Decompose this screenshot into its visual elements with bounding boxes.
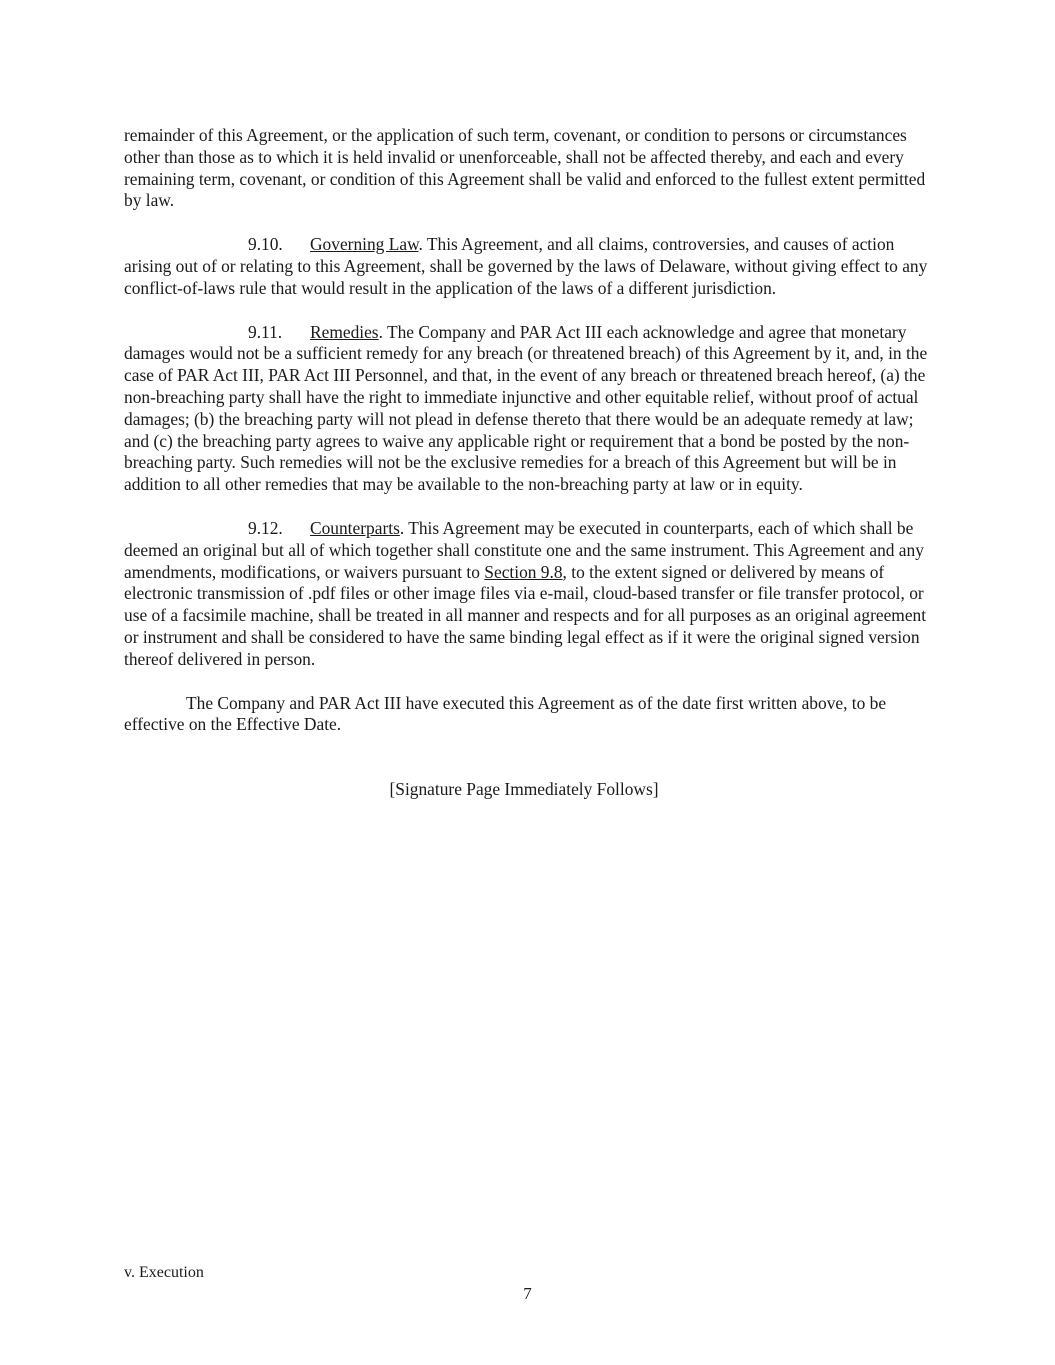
section-9-11 <box>124 322 936 496</box>
section-cross-reference: Section 9.8 <box>484 561 563 582</box>
document-body <box>124 125 936 801</box>
section-9-10 <box>124 234 936 299</box>
section-heading: Counterparts <box>310 517 400 538</box>
section-9-12 <box>124 518 936 671</box>
section-text-after-reference: , to the extent signed or delivered by means of electronic transmission of .pdf files or other image files via e-mail, cloud-based transfer or file transfer protocol, or use of a facsimile machine, shall be treated in all manner and respects and for all purposes as an original agreement or instrument and shall be considered to have the same binding legal effect as if it were the original signed version thereof delivered in person. <box>124 561 927 669</box>
continuation-paragraph: remainder of this Agreement, or the application of such term, covenant, or condition to persons or circumstances other than those as to which it is held invalid or unenforceable, shall not be affected thereby, and each and every remaining term, covenant, or condition of this Agreement shall be valid and enforced to the fullest extent permitted by law. <box>124 125 926 211</box>
footer-version-label: v. Execution <box>124 1264 204 1281</box>
closing-paragraph: The Company and PAR Act III have executed this Agreement as of the date first written above, to be effective on the Effective Date. <box>124 692 887 735</box>
section-number: 9.12. <box>248 517 283 538</box>
page-number: 7 <box>523 1284 532 1303</box>
section-number: 9.11. <box>248 321 283 342</box>
signature-page-notice: [Signature Page Immediately Follows] <box>389 779 659 800</box>
section-heading: Governing Law <box>310 234 419 255</box>
section-text: . This Agreement, and all claims, controversies, and causes of action arising out of or relating to this Agreement, shall be governed by the laws of Delaware, without giving effect to any conflict-of-laws rule that would result in the application of the laws of a different jurisdiction. <box>124 234 928 298</box>
section-number: 9.10. <box>248 234 283 255</box>
section-text-before-reference: . This Agreement may be executed in counterparts, each of which shall be deemed an original but all of which together shall constitute one and the same instrument. This Agreement and any amendments, modifications, or waivers pursuant to <box>124 517 924 582</box>
section-text: . The Company and PAR Act III each acknowledge and agree that monetary damages would not be a sufficient remedy for any breach (or threatened breach) of this Agreement by it, and, in the case of PAR Act III, PAR Act III Personnel, and that, in the event of any breach or threatened breach hereof, (a) the non-breaching party shall have the right to immediate injunctive and other equitable relief, without proof of actual damages; (b) the breaching party will not plead in defense thereto that there would be an adequate remedy at law; and (c) the breaching party agrees to waive any applicable right or requirement that a bond be posted by the non-breaching party. Such remedies will not be the exclusive remedies for a breach of this Agreement but will be in addition to all other remedies that may be available to the non-breaching party at law or in equity. <box>124 321 928 495</box>
section-heading: Remedies <box>310 321 379 342</box>
